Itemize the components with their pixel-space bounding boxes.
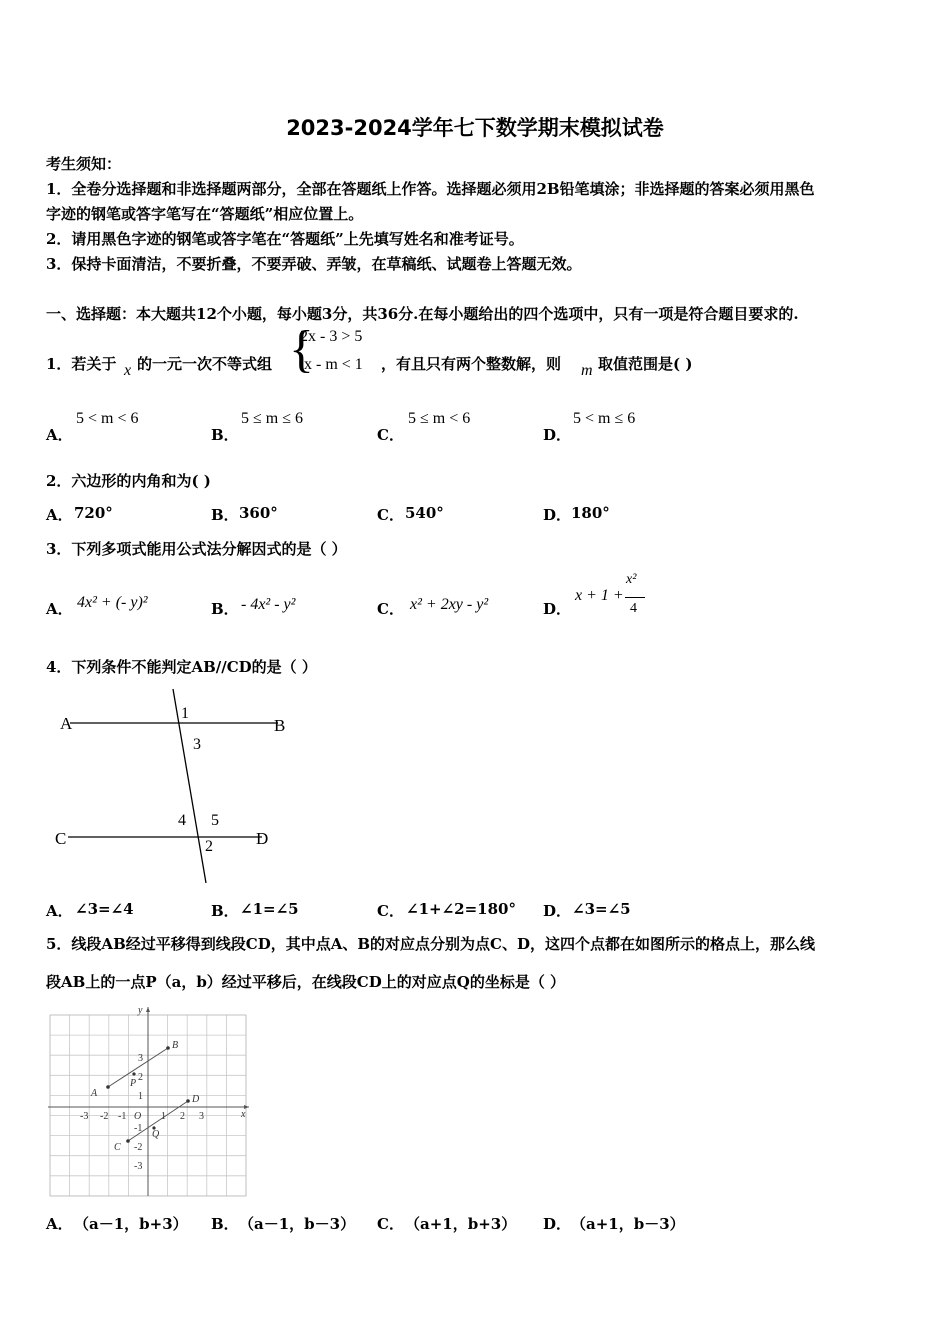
point-p — [132, 1072, 135, 1075]
point-a — [106, 1085, 110, 1089]
q3-option-d-label[interactable]: D． — [543, 600, 572, 618]
q3-option-d-left[interactable]: x + 1 + — [575, 587, 624, 604]
point-c — [126, 1139, 130, 1143]
q3-option-b-label[interactable]: B． — [211, 600, 239, 618]
label-b: B — [274, 716, 286, 735]
label-point-c: C — [114, 1142, 121, 1153]
x-axis-label: x — [241, 1109, 246, 1120]
angle-label-4: 4 — [178, 812, 186, 829]
q4-option-b-label[interactable]: B． — [211, 902, 239, 920]
transversal-line — [173, 689, 206, 883]
section-heading: 一、选择题：本大题共12个小题，每小题3分，共36分.在每小题给出的四个选项中，只有一项是符合题目要求的. — [46, 305, 799, 323]
point-d — [186, 1099, 190, 1103]
q1-sys-2: x - m < 1 — [304, 356, 363, 373]
parallel-lines-figure — [50, 685, 300, 890]
y-tick-neg1: -1 — [134, 1123, 143, 1134]
label-c: C — [55, 829, 67, 848]
q1-option-c[interactable]: 5 ≤ m < 6 — [408, 410, 471, 427]
point-b — [166, 1046, 170, 1050]
q2-option-b-label[interactable]: B． — [211, 506, 239, 524]
label-point-b: B — [172, 1040, 179, 1051]
origin-label: O — [134, 1111, 142, 1122]
notice-line-2: 字迹的钢笔或答字笔写在“答题纸”相应位置上。 — [46, 205, 364, 223]
coordinate-grid-figure — [46, 1003, 250, 1199]
q2-option-a-label[interactable]: A． — [46, 506, 73, 524]
x-tick-3: 3 — [199, 1111, 204, 1122]
q3-option-a-label[interactable]: A． — [46, 600, 73, 618]
x-tick-neg2: -2 — [100, 1111, 109, 1122]
y-axis-label: y — [138, 1005, 143, 1016]
notice-line-1: 1．全卷分选择题和非选择题两部分，全部在答题纸上作答。选择题必须用2B铅笔填涂；非选择题的答案必须用黑色 — [46, 180, 815, 198]
label-point-p: P — [130, 1078, 137, 1089]
y-tick-neg2: -2 — [134, 1142, 143, 1153]
label-point-d: D — [192, 1094, 200, 1105]
q3-option-c[interactable]: x² + 2xy - y² — [410, 596, 489, 613]
notice-heading: 考生须知： — [46, 155, 122, 173]
q2-option-a[interactable]: 720° — [74, 504, 113, 522]
q2-stem: 2．六边形的内角和为( ) — [46, 472, 211, 490]
q3-option-d-denominator: 4 — [630, 601, 637, 616]
fraction-bar — [625, 597, 645, 598]
angle-label-2: 2 — [205, 838, 213, 855]
q5-option-c[interactable]: （a+1，b+3） — [405, 1215, 517, 1233]
x-tick-neg1: -1 — [118, 1111, 127, 1122]
angle-label-3: 3 — [193, 736, 201, 753]
q1-option-b-label[interactable]: B． — [211, 426, 239, 444]
x-tick-neg3: -3 — [80, 1111, 89, 1122]
q2-option-c[interactable]: 540° — [405, 504, 444, 522]
y-tick-2: 2 — [138, 1072, 143, 1083]
q1-prefix: 1．若关于 — [46, 355, 117, 373]
q1-option-d[interactable]: 5 < m ≤ 6 — [573, 410, 636, 427]
q2-option-c-label[interactable]: C． — [377, 506, 404, 524]
q5-option-d[interactable]: （a+1，b－3） — [571, 1215, 685, 1233]
q5-option-d-label[interactable]: D． — [543, 1215, 572, 1233]
q4-option-c-label[interactable]: C． — [377, 902, 404, 920]
angle-label-1: 1 — [181, 705, 189, 722]
q4-option-c[interactable]: ∠1+∠2=180° — [406, 900, 516, 918]
q5-option-b-label[interactable]: B． — [211, 1215, 239, 1233]
y-tick-neg3: -3 — [134, 1161, 143, 1172]
y-axis-arrow — [146, 1007, 150, 1012]
q1-option-a-label[interactable]: A． — [46, 426, 73, 444]
q2-option-d-label[interactable]: D． — [543, 506, 572, 524]
q1-var-m: m — [581, 362, 593, 379]
q5-option-a-label[interactable]: A． — [46, 1215, 73, 1233]
q5-line-1: 5．线段AB经过平移得到线段CD，其中点A、B的对应点分别为点C、D，这四个点都在如图所示的格点上，那么线 — [46, 935, 815, 953]
y-tick-1: 1 — [138, 1091, 143, 1102]
y-tick-3: 3 — [138, 1053, 143, 1064]
q1-suffix-1: ，有且只有两个整数解，则 — [381, 355, 562, 373]
q4-option-a[interactable]: ∠3=∠4 — [75, 900, 134, 918]
q4-stem: 4．下列条件不能判定AB//CD的是（ ） — [46, 658, 317, 676]
q4-option-a-label[interactable]: A． — [46, 902, 73, 920]
q5-line-2: 段AB上的一点P（a，b）经过平移后，在线段CD上的对应点Q的坐标是（ ） — [46, 973, 566, 991]
x-tick-1: 1 — [161, 1111, 166, 1122]
notice-line-4: 3．保持卡面清洁，不要折叠，不要弄破、弄皱，在草稿纸、试题卷上答题无效。 — [46, 255, 582, 273]
notice-line-3: 2．请用黑色字迹的钢笔或答字笔在“答题纸”上先填写姓名和准考证号。 — [46, 230, 524, 248]
q1-sys-1: 2x - 3 > 5 — [300, 328, 363, 345]
q1-option-b[interactable]: 5 ≤ m ≤ 6 — [241, 410, 304, 427]
q1-var-x: x — [124, 362, 132, 379]
q3-stem: 3．下列多项式能用公式法分解因式的是（ ） — [46, 540, 347, 558]
q5-option-c-label[interactable]: C． — [377, 1215, 404, 1233]
q3-option-b[interactable]: - 4x² - y² — [241, 596, 296, 613]
q1-option-c-label[interactable]: C． — [377, 426, 404, 444]
q4-option-b[interactable]: ∠1=∠5 — [240, 900, 299, 918]
q4-option-d[interactable]: ∠3=∠5 — [572, 900, 631, 918]
label-point-q: Q — [152, 1129, 160, 1140]
page-title: 2023-2024学年七下数学期末模拟试卷 — [286, 116, 664, 140]
q1-option-a[interactable]: 5 < m < 6 — [76, 410, 139, 427]
x-tick-2: 2 — [180, 1111, 185, 1122]
q5-option-b[interactable]: （a－1，b－3） — [239, 1215, 356, 1233]
label-point-a: A — [91, 1088, 98, 1099]
q2-option-b[interactable]: 360° — [239, 504, 278, 522]
q2-option-d[interactable]: 180° — [571, 504, 610, 522]
q4-option-d-label[interactable]: D． — [543, 902, 572, 920]
q1-option-d-label[interactable]: D． — [543, 426, 572, 444]
q3-option-d-numerator: x² — [626, 572, 637, 587]
q3-option-c-label[interactable]: C． — [377, 600, 404, 618]
angle-label-5: 5 — [211, 812, 219, 829]
q1-brace: { — [289, 321, 314, 378]
q1-suffix-2: 取值范围是( ) — [598, 355, 693, 373]
label-d: D — [256, 829, 269, 848]
label-a: A — [60, 714, 73, 733]
q3-option-a[interactable]: 4x² + (- y)² — [77, 594, 148, 611]
q1-middle: 的一元一次不等式组 — [137, 355, 273, 373]
q5-option-a[interactable]: （a－1，b+3） — [74, 1215, 188, 1233]
